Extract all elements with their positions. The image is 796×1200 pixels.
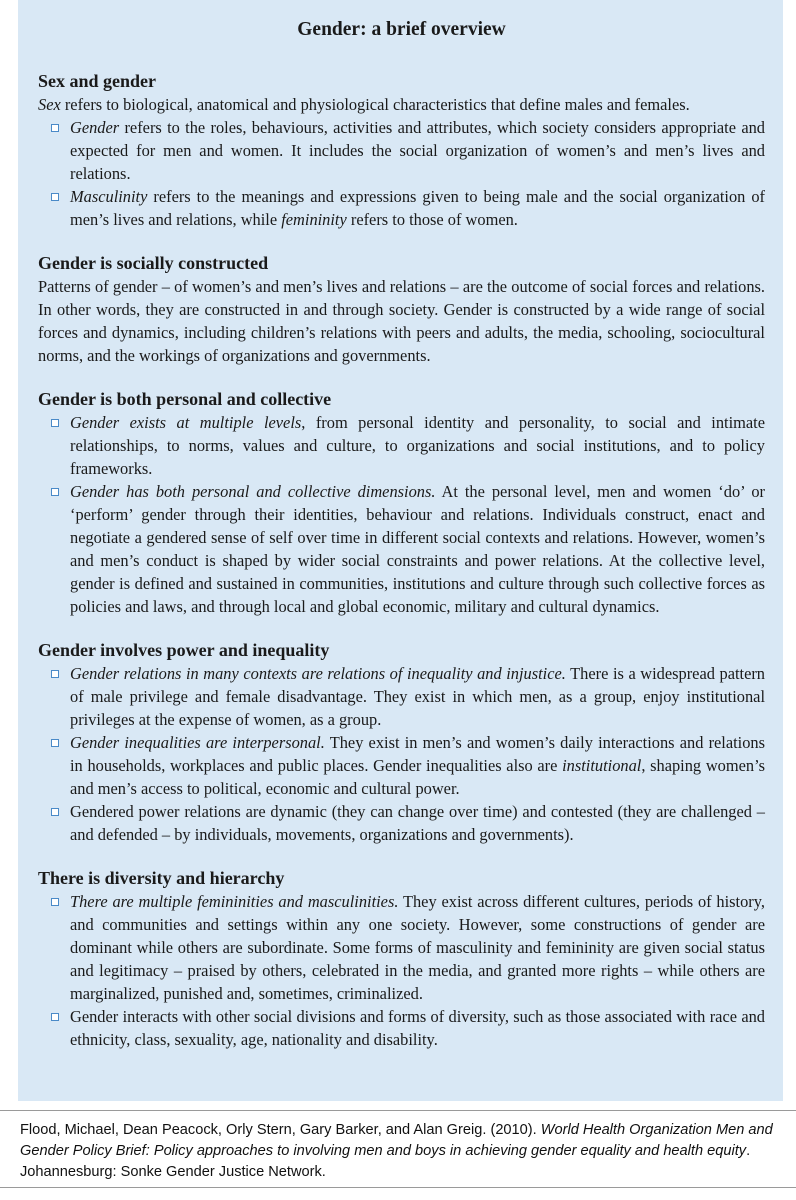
divider xyxy=(0,1187,796,1188)
bullet-lead: Gender has both personal and collective dimensions. xyxy=(70,482,436,501)
intro-text: refers to biological, anatomical and physiological characteristics that define males and females. xyxy=(60,95,690,114)
bullet-text-2: refers to those of women. xyxy=(346,210,518,229)
bullet-text-2: , shaping women’s and men’s access to political, economic and cultural power. xyxy=(70,756,766,798)
citation-publisher: . Johannesburg: Sonke Gender Justice Network. xyxy=(20,1143,751,1180)
section-heading: Sex and gender xyxy=(38,71,157,91)
checkbox-square-icon xyxy=(51,488,59,496)
list-item xyxy=(38,890,765,1005)
bullet-text: , from personal identity and personality, to social and intimate relationships, to norms, values and culture, to organizations and social institutions, and to policy frameworks. xyxy=(70,413,765,478)
page-title: Gender: a brief overview xyxy=(297,19,506,40)
list-item xyxy=(38,1005,765,1051)
bullet-text: There is a widespread pattern of male privilege and female disadvantage. They exist in which men, as a group, enjoy institutional privileges at the expense of women, as a group. xyxy=(70,664,765,729)
bullet-text: At the personal level, men and women ‘do’ or ‘perform’ gender through their identities, behaviour and relations. Individuals construct, enact and negotiate a gendered sense of self over time in different social contexts and relations. However, women’s and men’s conduct is shaped by wider social constraints and power relations. At the collective level, gender is defined and sustained in communities, institutions and culture through such collective forces as policies and laws, and through local and global economic, military and cultural dynamics. xyxy=(70,482,765,616)
section-heading: Gender is both personal and collective xyxy=(38,389,332,409)
bullet-lead: Gender exists at multiple levels xyxy=(70,413,302,432)
section-heading: Gender is socially constructed xyxy=(38,253,269,273)
section-sex-and-gender xyxy=(38,69,765,231)
checkbox-square-icon xyxy=(51,193,59,201)
checkbox-square-icon xyxy=(51,1013,59,1021)
bullet-list xyxy=(38,662,765,846)
section-personal-collective xyxy=(38,387,765,618)
bullet-lead: There are multiple femininities and masculinities. xyxy=(70,892,399,911)
bullet-text: refers to the roles, behaviours, activities and attributes, which society considers appropriate and expected for men and women. It includes the social organization of women’s and men’s lives and relations. xyxy=(70,118,765,183)
intro-lead: Sex xyxy=(38,95,61,114)
bullet-list xyxy=(38,890,765,1051)
bullet-text: refers to the meanings and expressions given to being male and the social organization of men’s lives and relations, while xyxy=(70,187,765,229)
list-item xyxy=(38,731,765,800)
section-power-inequality xyxy=(38,638,765,846)
list-item xyxy=(38,116,765,185)
section-heading: There is diversity and hierarchy xyxy=(38,868,285,888)
bullet-lead: Gender relations in many contexts are relations of inequality and injustice. xyxy=(70,664,566,683)
overview-panel xyxy=(18,0,783,1101)
bullet-lead: Gender inequalities are interpersonal. xyxy=(70,733,325,752)
section-heading: Gender involves power and inequality xyxy=(38,640,330,660)
checkbox-square-icon xyxy=(51,808,59,816)
list-item xyxy=(38,480,765,618)
checkbox-square-icon xyxy=(51,419,59,427)
bullet-italic: institutional xyxy=(562,756,642,775)
checkbox-square-icon xyxy=(51,739,59,747)
checkbox-square-icon xyxy=(51,670,59,678)
list-item xyxy=(38,800,765,846)
list-item xyxy=(38,662,765,731)
bullet-list xyxy=(38,411,765,618)
section-paragraph: Patterns of gender – of women’s and men’s lives and relations – are the outcome of social forces and relations. In other words, they are constructed in and through society. Gender is constructed by a wide range of social forces and dynamics, including children’s relations with peers and adults, the media, schooling, sociocultural norms, and the workings of organizations and governments. xyxy=(38,277,765,365)
checkbox-square-icon xyxy=(51,124,59,132)
section-intro xyxy=(38,93,765,116)
citation-authors: Flood, Michael, Dean Peacock, Orly Stern, Gary Barker, and Alan Greig. (2010). xyxy=(20,1122,541,1138)
section-diversity-hierarchy xyxy=(38,866,765,1051)
section-socially-constructed xyxy=(38,251,765,367)
list-item xyxy=(38,411,765,480)
bullet-text: Gender interacts with other social divisions and forms of diversity, such as those associated with race and ethnicity, class, sexuality, age, nationality and disability. xyxy=(70,1007,765,1049)
divider xyxy=(0,1110,796,1111)
bullet-lead: Gender xyxy=(70,118,120,137)
citation-work: World Health Organization Men and Gender Policy Brief: Policy approaches to involving men and boys in achieving gender equality and health equity xyxy=(20,1122,773,1159)
bullet-text: They exist in men’s and women’s daily interactions and relations in households, workplaces and public places. Gender inequalities also are xyxy=(70,733,766,775)
bullet-text: Gendered power relations are dynamic (they can change over time) and contested (they are challenged – and defended – by individuals, movements, organizations and governments). xyxy=(70,802,765,844)
bullet-text: They exist across different cultures, periods of history, and communities and settings within any one society. However, some constructions of gender are dominant while others are subordinate. Some forms of masculinity and femininity are given social status and legitimacy – praised by others, celebrated in the media, and granted more rights – while others are marginalized, punished and, sometimes, criminalized. xyxy=(70,892,765,1003)
bullet-lead: Masculinity xyxy=(70,187,148,206)
citation xyxy=(20,1120,780,1183)
checkbox-square-icon xyxy=(51,898,59,906)
bullet-italic: femininity xyxy=(281,210,347,229)
list-item xyxy=(38,185,765,231)
bullet-list xyxy=(38,116,765,231)
